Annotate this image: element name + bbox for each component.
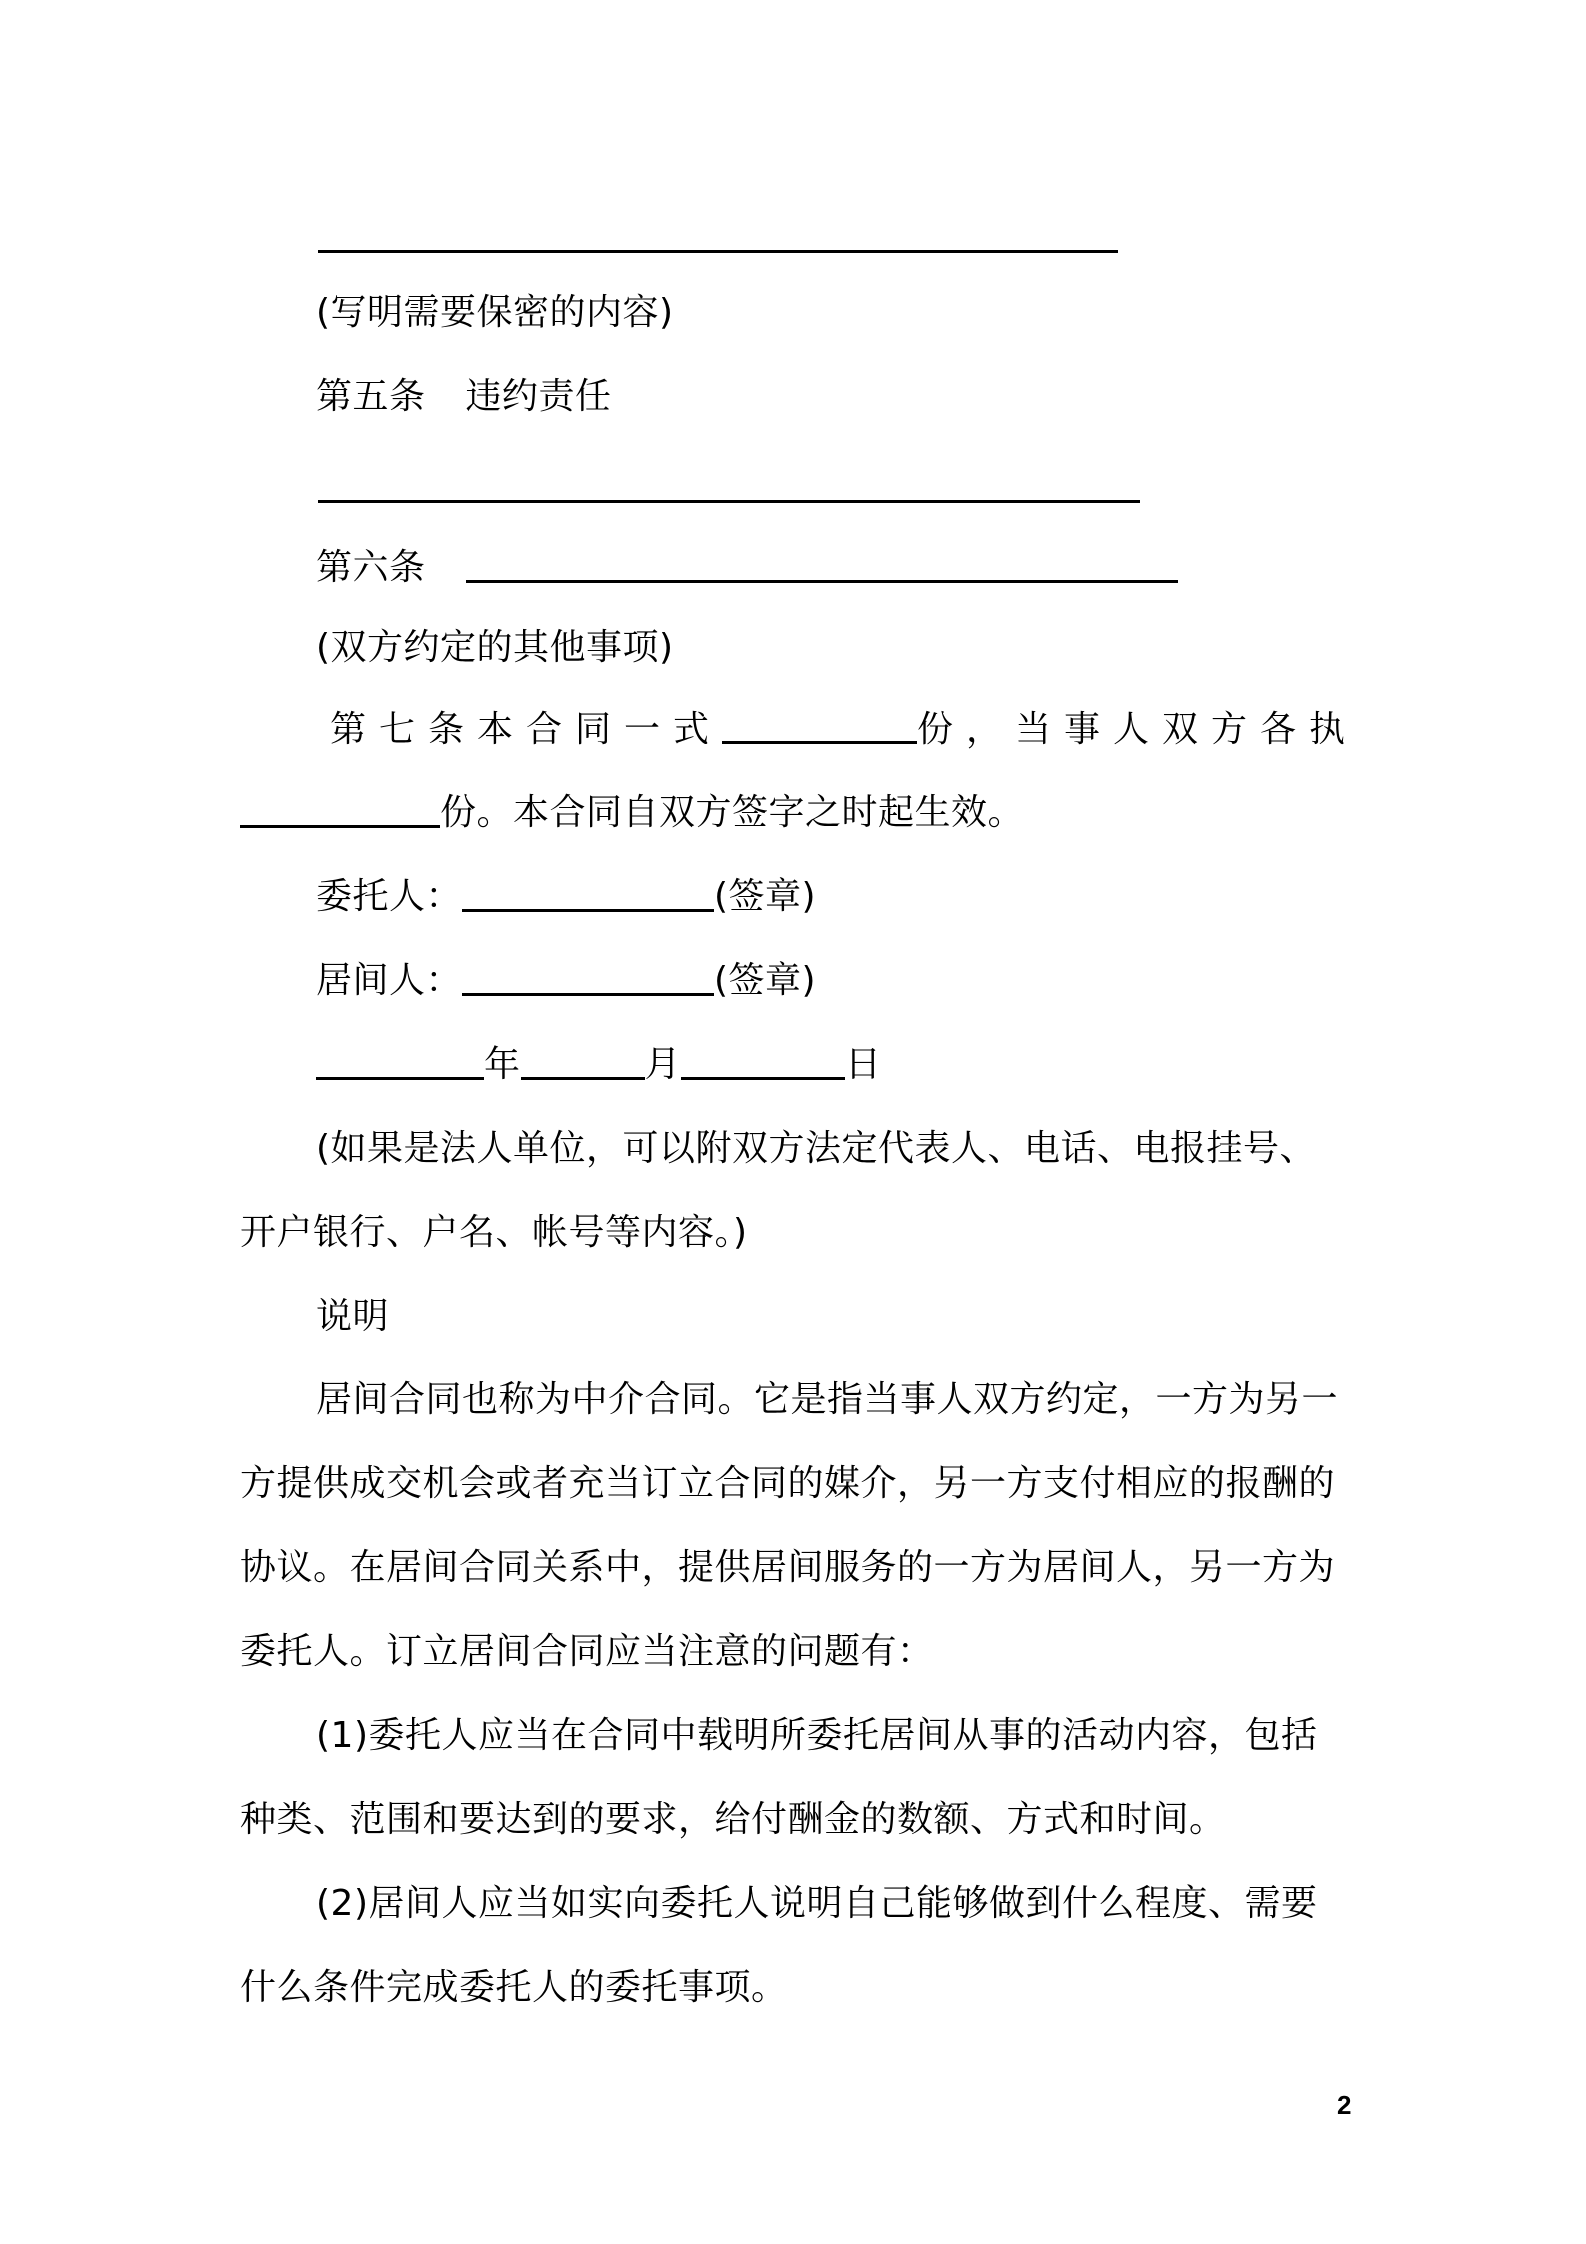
year-blank	[316, 1047, 484, 1080]
article-6-label: 第六条	[316, 547, 426, 588]
article-6-blank	[466, 550, 1178, 583]
broker-label: 居间人：	[316, 960, 463, 1001]
item-2-line-2: 什么条件完成委托人的委托事项。	[240, 1967, 788, 2008]
broker-signature-line	[240, 958, 1434, 1004]
confidential-note: (写明需要保密的内容)	[316, 292, 674, 333]
article-5-title: 违约责任	[465, 376, 612, 417]
explanation-para-line-3: 协议。在居间合同关系中，提供居间服务的一方为居间人，另一方为	[240, 1547, 1336, 1588]
blank-rule-breach	[318, 500, 1140, 503]
month-blank	[521, 1047, 645, 1080]
explanation-para-line-4: 委托人。订立居间合同应当注意的问题有：	[240, 1631, 934, 1672]
legal-note-line-2: 开户银行、户名、帐号等内容。)	[240, 1212, 748, 1253]
day-label: 日	[845, 1044, 882, 1085]
day-blank	[681, 1047, 845, 1080]
article-7-text-a: 本合同一式	[477, 709, 723, 750]
item-2-line-1: (2)居间人应当如实向委托人说明自己能够做到什么程度、需要	[316, 1883, 1318, 1924]
explanation-heading: 说明	[316, 1296, 390, 1337]
page-number: 2	[1337, 2090, 1352, 2120]
article-5-label: 第五条	[316, 376, 426, 417]
item-1-line-1: (1)委托人应当在合同中载明所委托居间从事的活动内容，包括	[316, 1715, 1318, 1756]
broker-signature-blank	[462, 963, 714, 996]
article-7-copies-blank	[722, 711, 917, 744]
item-1-line-2: 种类、范围和要达到的要求，给付酬金的数额、方式和时间。	[240, 1799, 1226, 1840]
legal-note-line-1: (如果是法人单位，可以附双方法定代表人、电话、电报挂号、	[316, 1128, 1317, 1169]
article-7-text-c: 份。本合同自双方签字之时起生效。	[440, 792, 1025, 833]
article-7-text-b: 份，当事人双方各执	[916, 709, 1358, 750]
broker-seal: (签章)	[714, 960, 817, 1001]
article-7-each-blank	[240, 795, 440, 828]
other-matters-note: (双方约定的其他事项)	[316, 627, 674, 668]
client-signature-line	[240, 874, 1434, 920]
explanation-para-line-2: 方提供成交机会或者充当订立合同的媒介，另一方支付相应的报酬的	[240, 1463, 1336, 1504]
client-label: 委托人：	[316, 876, 463, 917]
article-6-heading	[240, 545, 1434, 591]
article-7-line-1	[330, 707, 1448, 753]
article-7-line-2	[240, 790, 1358, 836]
article-7-label: 第七条	[330, 709, 478, 750]
article-5-heading	[240, 374, 1434, 420]
explanation-para-line-1: 居间合同也称为中介合同。它是指当事人双方约定，一方为另一	[316, 1379, 1339, 1420]
year-label: 年	[484, 1044, 521, 1085]
client-signature-blank	[462, 879, 714, 912]
month-label: 月	[644, 1044, 682, 1085]
date-line	[240, 1042, 1434, 1088]
blank-rule-confidential	[318, 250, 1118, 253]
client-seal: (签章)	[714, 876, 817, 917]
